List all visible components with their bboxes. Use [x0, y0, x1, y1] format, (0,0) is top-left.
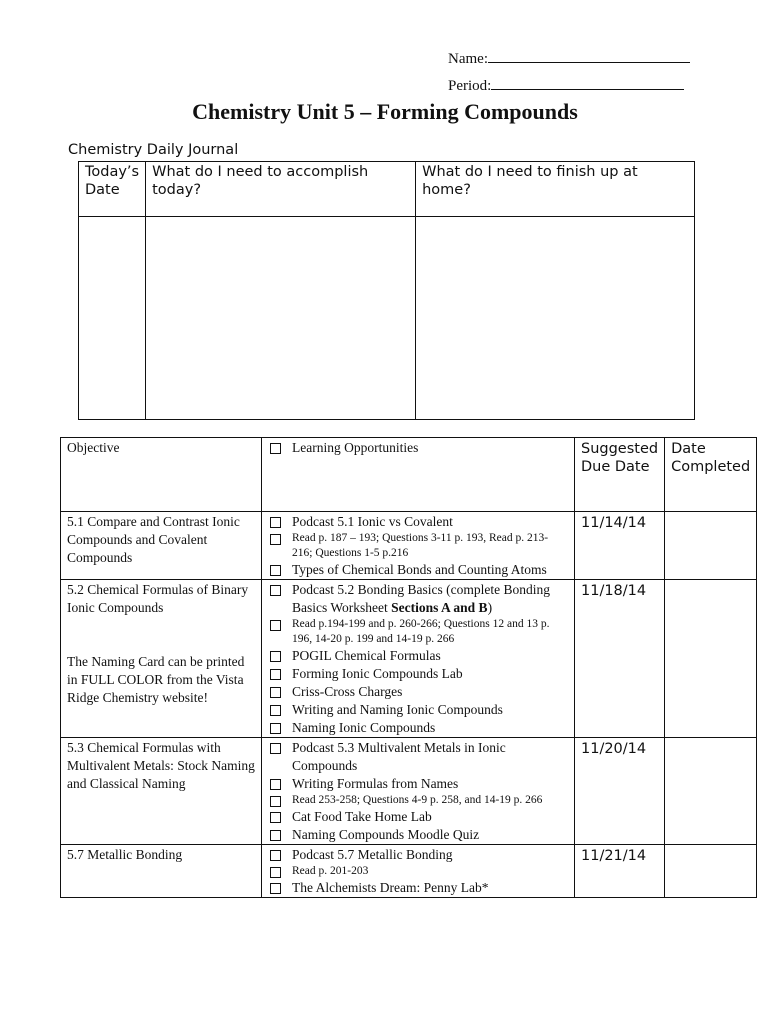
learning-opportunity-item — [292, 864, 568, 879]
date-completed-cell[interactable] — [665, 580, 757, 738]
checkbox-icon[interactable] — [270, 779, 281, 790]
objectives-table — [60, 437, 757, 898]
opportunities-header-label: Learning Opportunities — [292, 440, 419, 455]
opportunities-cell — [262, 738, 575, 845]
due-date-cell: 11/21/14 — [575, 845, 665, 898]
checkbox-icon[interactable] — [270, 651, 281, 662]
opportunity-text: Naming Ionic Compounds — [292, 720, 436, 735]
learning-opportunity-item — [292, 739, 568, 775]
learning-opportunity-item — [292, 793, 568, 808]
opportunity-text: Podcast 5.7 Metallic Bonding — [292, 847, 453, 862]
opportunity-text: Podcast 5.1 Ionic vs Covalent — [292, 514, 453, 529]
learning-opportunity-item — [292, 826, 568, 844]
learning-opportunity-item — [292, 701, 568, 719]
table-row — [61, 845, 757, 898]
objective-cell — [61, 512, 262, 580]
opportunity-text: Criss-Cross Charges — [292, 684, 403, 699]
table-row — [61, 580, 757, 738]
opportunities-cell — [262, 512, 575, 580]
checkbox-icon[interactable] — [270, 669, 281, 680]
period-field[interactable] — [448, 74, 684, 95]
learning-opportunity-item — [292, 719, 568, 737]
checkbox-icon[interactable] — [270, 850, 281, 861]
checkbox-icon[interactable] — [270, 796, 281, 807]
learning-opportunity-item — [292, 647, 568, 665]
objective-cell — [61, 738, 262, 845]
opportunity-text: Writing Formulas from Names — [292, 776, 459, 791]
opportunity-text: Podcast 5.2 Bonding Basics (complete Bonding Basics Worksheet — [292, 582, 550, 615]
date-completed-cell[interactable] — [665, 512, 757, 580]
checkbox-icon[interactable] — [270, 743, 281, 754]
due-date-cell: 11/20/14 — [575, 738, 665, 845]
checkbox-icon[interactable] — [270, 565, 281, 576]
checkbox-icon[interactable] — [270, 534, 281, 545]
checkbox-icon[interactable] — [270, 883, 281, 894]
opportunities-cell — [262, 845, 575, 898]
objective-text: 5.1 Compare and Contrast Ionic Compounds and Covalent Compounds — [67, 514, 240, 565]
period-blank[interactable] — [491, 74, 684, 90]
date-completed-cell[interactable] — [665, 845, 757, 898]
learning-opportunity-item — [292, 879, 568, 897]
learning-opportunity-item — [292, 561, 568, 579]
due-date-cell: 11/14/14 — [575, 512, 665, 580]
opportunity-text: Podcast 5.3 Multivalent Metals in Ionic Compounds — [292, 740, 506, 773]
checkbox-icon[interactable] — [270, 812, 281, 823]
period-label: Period: — [448, 78, 492, 94]
opportunity-text: Read 253-258; Questions 4-9 p. 258, and 14-19 p. 266 — [292, 794, 543, 806]
learning-opportunity-item — [292, 513, 568, 531]
objective-text: 5.2 Chemical Formulas of Binary Ionic Compounds — [67, 582, 249, 615]
opportunity-text: Types of Chemical Bonds and Counting Atoms — [292, 562, 547, 577]
due-date-cell: 11/18/14 — [575, 580, 665, 738]
opportunity-text: Writing and Naming Ionic Compounds — [292, 702, 503, 717]
learning-opportunity-item — [292, 808, 568, 826]
opportunity-text: Cat Food Take Home Lab — [292, 809, 432, 824]
opportunity-text: Read p. 187 – 193; Questions 3-11 p. 193, Read p. 213-216; Questions 1-5 p.216 — [292, 532, 549, 559]
checkbox-icon[interactable] — [270, 687, 281, 698]
name-label: Name: — [448, 51, 488, 67]
journal-date-header: Today’s Date — [79, 162, 146, 217]
opportunities-cell — [262, 580, 575, 738]
journal-home-cell[interactable] — [416, 217, 695, 420]
opportunity-text: Naming Compounds Moodle Quiz — [292, 827, 480, 842]
learning-opportunity-item — [292, 665, 568, 683]
journal-home-header: What do I need to finish up at home? — [416, 162, 695, 217]
checkbox-icon[interactable] — [270, 517, 281, 528]
opportunities-header-cell — [262, 438, 575, 512]
checkbox-icon[interactable] — [270, 723, 281, 734]
table-row — [61, 512, 757, 580]
due-header: Suggested Due Date — [575, 438, 665, 512]
name-field[interactable] — [448, 47, 690, 68]
journal-table — [78, 161, 695, 420]
completed-header: Date Completed — [665, 438, 757, 512]
learning-opportunity-item — [292, 846, 568, 864]
learning-opportunity-item — [292, 775, 568, 793]
learning-opportunity-item — [292, 617, 568, 647]
objective-header: Objective — [61, 438, 262, 512]
opportunity-text: Read p.194-199 and p. 260-266; Questions 12 and 13 p. 196, 14-20 p. 199 and 14-19 p. 266 — [292, 618, 550, 645]
checkbox-icon[interactable] — [270, 443, 281, 454]
opportunity-text-end: ) — [487, 600, 493, 615]
learning-opportunity-item — [292, 581, 568, 617]
objective-cell — [61, 580, 262, 738]
checkbox-icon[interactable] — [270, 705, 281, 716]
objective-text: 5.7 Metallic Bonding — [67, 847, 183, 862]
opportunity-text: The Alchemists Dream: Penny Lab* — [292, 880, 489, 895]
opportunity-text: Read p. 201-203 — [292, 865, 369, 877]
journal-today-cell[interactable] — [146, 217, 416, 420]
learning-opportunity-item — [292, 531, 568, 561]
opportunities-header — [292, 439, 568, 457]
journal-date-cell[interactable] — [79, 217, 146, 420]
checkbox-icon[interactable] — [270, 830, 281, 841]
page-title: Chemistry Unit 5 – Forming Compounds — [192, 99, 578, 124]
opportunity-text: POGIL Chemical Formulas — [292, 648, 441, 663]
date-completed-cell[interactable] — [665, 738, 757, 845]
objective-text: 5.3 Chemical Formulas with Multivalent Metals: Stock Naming and Classical Naming — [67, 740, 255, 791]
opportunity-bold-text: Sections A and B — [391, 600, 488, 615]
journal-label: Chemistry Daily Journal — [68, 142, 239, 158]
checkbox-icon[interactable] — [270, 585, 281, 596]
checkbox-icon[interactable] — [270, 867, 281, 878]
opportunity-text: Forming Ionic Compounds Lab — [292, 666, 463, 681]
objective-cell — [61, 845, 262, 898]
journal-today-header: What do I need to accomplish today? — [146, 162, 416, 217]
table-header-row — [61, 438, 757, 512]
objective-note: The Naming Card can be printed in FULL COLOR from the Vista Ridge Chemistry website! — [67, 654, 245, 705]
name-blank[interactable] — [488, 47, 690, 63]
spacer — [67, 617, 255, 653]
table-row — [61, 738, 757, 845]
checkbox-icon[interactable] — [270, 620, 281, 631]
learning-opportunity-item — [292, 683, 568, 701]
